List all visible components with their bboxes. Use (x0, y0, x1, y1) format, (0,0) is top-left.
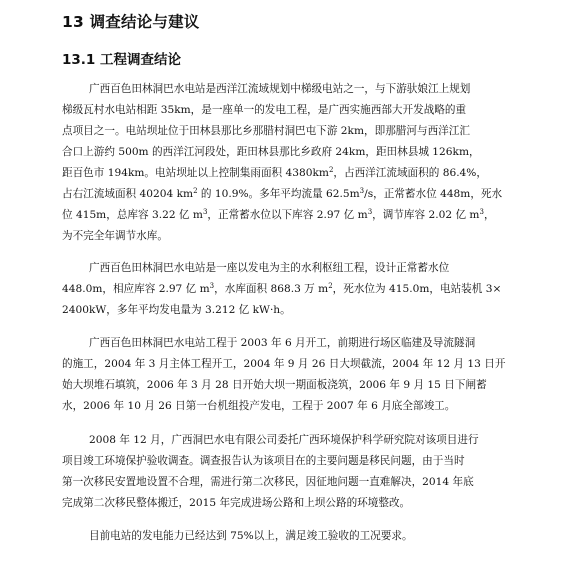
paragraph-line: 广西百色田林洞巴水电站工程于 2003 年 6 月开工，前期进行场区临建及导流隧洞 (89, 337, 476, 349)
subsection-heading: 13.1 工程调查结论 (62, 52, 182, 68)
paragraph-line: 广西百色田林洞巴水电站是西洋江流域规划中梯级电站之一，与下游驮娘江上规划 (89, 83, 471, 95)
paragraph-line: 水，2006 年 10 月 26 日第一台机组投产发电，工程于 2007 年 6 月底全部竣工。 (62, 400, 456, 412)
paragraph-line: 距百色市 194km。电站坝址以上控制集雨面积 $4380km^2$，占西洋江流域面积的 86.4%， (62, 166, 487, 179)
paragraph-line: 合口上游约 500m 的西洋江河段处，距田林县那比乡政府 24km，距田林县城 126km， (62, 146, 480, 158)
paragraph-line: 完成第二次移民整体搬迁，2015 年完成进场公路和上坝公路的环境整改。 (62, 497, 411, 509)
paragraph-line: 2008 年 12 月，广西洞巴水电有限公司委托广西环境保护科学研究院对该项目进行 (89, 434, 479, 446)
section-heading: 13 调查结论与建议 (62, 13, 200, 31)
paragraph-line: 位 415m，总库容 3.22 亿 $m^3$，正常蓄水位以下库容 2.97 亿 $m^3$，调节库容 2.02 亿 $m^3$， (62, 208, 495, 221)
paragraph-line: 目前电站的发电能力已经达到 75%以上，满足竣工验收的工况要求。 (89, 530, 413, 542)
paragraph-line: 梯级瓦村水电站相距 35km，是一座单一的发电工程，是广西实施西部大开发战略的重 (62, 104, 467, 116)
paragraph-line: 的施工，2004 年 3 月主体工程开工，2004 年 9 月 26 日大坝截流，2004 年 12 月 13 日开 (62, 358, 506, 370)
paragraph-line: 占右江流域面积 40204 $km^2$ 的 10.9%。多年平均流量 $62.5m^3/s$，正常蓄水位 448m，死水 (62, 187, 503, 200)
paragraph-line: 448.0m，相应库容 2.97 亿 $m^3$，水库面积 868.3 万 $m^2$，死水位为 415.0m，电站装机 3× (62, 282, 502, 295)
paragraph-line: 第一次移民安置地设置不合理，需进行第二次移民，因征地问题一直难解决，2014 年底 (62, 476, 474, 488)
paragraph-line: 广西百色田林洞巴水电站是一座以发电为主的水利枢纽工程，设计正常蓄水位 (89, 262, 450, 274)
paragraph-line: 项目竣工环境保护验收调查。调查报告认为该项目在的主要问题是移民问题，由于当时 (62, 455, 465, 467)
paragraph-line: 点项目之一。电站坝址位于田林县那比乡那腊村洞巴屯下游 2km，即那腊河与西洋江汇 (62, 125, 470, 137)
paragraph-line: 始大坝堆石填筑，2006 年 3 月 28 日开始大坝一期面板浇筑，2006 年 9 月 15 日下闸蓄 (62, 379, 487, 391)
paragraph-line: 为不完全年调节水库。 (62, 230, 168, 242)
paragraph-line: 2400kW，多年平均发电量为 3.212 亿 kW·h。 (62, 304, 291, 316)
